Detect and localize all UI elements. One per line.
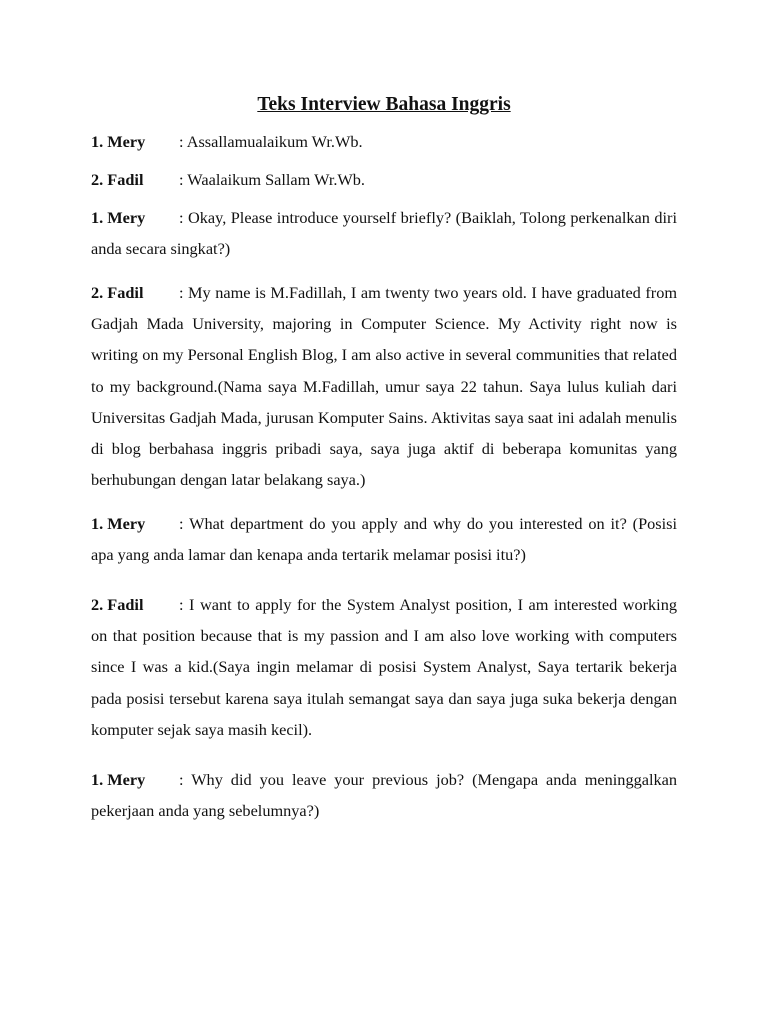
speaker-label: 2. Fadil [91, 283, 144, 302]
dialogue-text: : Assallamualaikum Wr.Wb. [179, 132, 363, 151]
dialogue-entry [91, 589, 677, 745]
speaker-label: 2. Fadil [91, 170, 144, 189]
speaker-label: 1. Mery [91, 132, 146, 151]
speaker-label: 2. Fadil [91, 595, 144, 614]
speaker-label: 1. Mery [91, 770, 146, 789]
dialogue-entry [91, 202, 677, 264]
document-title: Teks Interview Bahasa Inggris [257, 94, 511, 115]
dialogue-text: : My name is M.Fadillah, I am twenty two years old. I have graduated from Gadjah Mada University, majoring in Computer Science. My Activity right now is writing on my Personal English Blog, I am also active in several communities that related to my background.(Nama saya M.Fadillah, umur saya 22 tahun. Saya lulus kuliah dari Universitas Gadjah Mada, jurusan Komputer Sains. Aktivitas saya saat ini adalah menulis di blog berbahasa inggris pribadi saya, saya juga aktif di beberapa komunitas yang berhubungan dengan latar belakang saya.) [91, 283, 677, 490]
dialogue-entry [91, 277, 677, 495]
dialogue-entry [91, 131, 677, 153]
speaker-label: 1. Mery [91, 208, 146, 227]
dialogue-text: : Why did you leave your previous job? (Mengapa anda meninggalkan pekerjaan anda yang sebelumnya?) [91, 770, 677, 821]
dialogue-text: : Waalaikum Sallam Wr.Wb. [179, 170, 365, 189]
dialogue-entry [91, 508, 677, 570]
dialogue-text: : Okay, Please introduce yourself briefly? (Baiklah, Tolong perkenalkan diri anda secara singkat?) [91, 208, 677, 259]
dialogue-entry [91, 169, 677, 191]
dialogue-text: : I want to apply for the System Analyst position, I am interested working on that position because that is my passion and I am also love working with computers since I was a kid.(Saya ingin melamar di posisi System Analyst, Saya tertarik bekerja pada posisi tersebut karena saya itulah semangat saya dan saya juga suka bekerja dengan komputer sejak saya masih kecil). [91, 595, 677, 739]
speaker-label: 1. Mery [91, 514, 146, 533]
dialogue-entry [91, 764, 677, 826]
dialogue-text: : What department do you apply and why do you interested on it? (Posisi apa yang anda lamar dan kenapa anda tertarik melamar posisi itu?) [91, 514, 677, 565]
